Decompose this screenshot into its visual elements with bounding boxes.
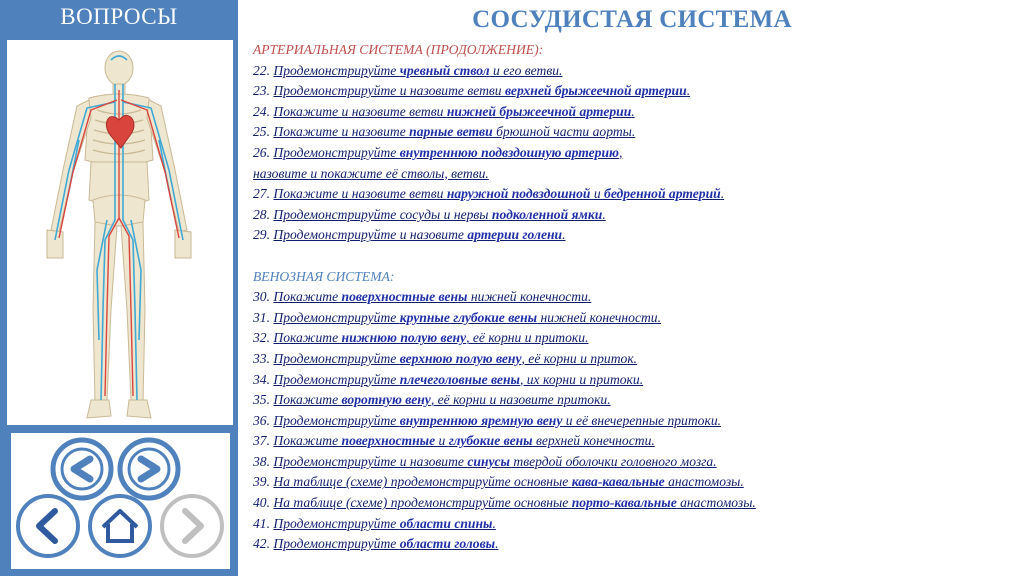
sidebar: [0, 0, 238, 576]
question-link: Продемонстрируйте области головы.: [273, 536, 499, 552]
question-link: Продемонстрируйте сосуды и нервы подколенной ямки.: [273, 206, 606, 222]
question-link: назовите и покажите её стволы, ветви.: [253, 165, 489, 181]
question-link: Покажите и назовите ветви нижней брыжеечной артерии.: [273, 103, 635, 119]
question-link: Продемонстрируйте и назовите ветви верхней брыжеечной артерии.: [273, 83, 691, 99]
navigation-panel: [11, 433, 230, 569]
sidebar-title: ВОПРОСЫ: [60, 4, 178, 29]
chevron-left-icon[interactable]: [15, 493, 81, 559]
list-item[interactable]: 24. Покажите и назовите ветви нижней брыжеечной артерии.: [253, 103, 635, 119]
list-item[interactable]: 26. Продемонстрируйте внутреннюю подвздошную артерию,: [253, 144, 623, 160]
circle-left-arrow-icon[interactable]: [50, 437, 114, 501]
list-item[interactable]: 36. Продемонстрируйте внутреннюю яремную вену и её внечерепные притоки.: [253, 412, 722, 428]
list-item[interactable]: 38. Продемонстрируйте и назовите синусы твердой оболочки головного мозга.: [253, 453, 717, 469]
list-item[interactable]: 41. Продемонстрируйте области спины.: [253, 515, 496, 531]
section-heading-venous: ВЕНОЗНАЯ СИСТЕМА:: [253, 268, 395, 284]
question-link: Продемонстрируйте верхнюю полую вену, её корни и приток.: [273, 350, 638, 366]
list-item[interactable]: 22. Продемонстрируйте чревный ствол и его ветви.: [253, 62, 563, 78]
question-link: Покажите воротную вену, её корни и назовите притоки.: [273, 392, 611, 408]
question-link: Продемонстрируйте внутреннюю подвздошную артерию,: [273, 144, 623, 160]
list-item[interactable]: 29. Продемонстрируйте и назовите артерии голени.: [253, 227, 566, 243]
question-link: Продемонстрируйте плечеголовные вены, их корни и притоки.: [273, 371, 644, 387]
human-vascular-figure: [7, 40, 233, 425]
list-item[interactable]: 30. Покажите поверхностные вены нижней конечности.: [253, 289, 592, 305]
spacer: [253, 246, 1013, 267]
list-item[interactable]: 23. Продемонстрируйте и назовите ветви верхней брыжеечной артерии.: [253, 83, 691, 99]
list-item[interactable]: 33. Продемонстрируйте верхнюю полую вену, её корни и приток.: [253, 350, 638, 366]
question-link: Продемонстрируйте и назовите синусы твердой оболочки головного мозга.: [273, 453, 717, 469]
home-icon[interactable]: [87, 493, 153, 559]
list-item[interactable]: 27. Покажите и назовите ветви наружной подвздошной и бедренной артерий.: [253, 186, 725, 202]
list-item[interactable]: 42. Продемонстрируйте области головы.: [253, 536, 499, 552]
list-item[interactable]: 39. На таблице (схеме) продемонстрируйте основные кава-кавальные анастомозы.: [253, 474, 744, 490]
list-item[interactable]: 31. Продемонстрируйте крупные глубокие вены нижней конечности.: [253, 309, 661, 325]
list-item[interactable]: 34. Продемонстрируйте плечеголовные вены, их корни и притоки.: [253, 371, 644, 387]
question-link: Покажите и назовите парные ветви брюшной части аорты.: [273, 124, 636, 140]
circle-right-arrow-icon[interactable]: [117, 437, 181, 501]
list-item[interactable]: 35. Покажите воротную вену, её корни и назовите притоки.: [253, 392, 611, 408]
question-link: Покажите поверхностные вены нижней конечности.: [273, 289, 592, 305]
list-item[interactable]: 25. Покажите и назовите парные ветви брюшной части аорты.: [253, 124, 636, 140]
list-item[interactable]: 28. Продемонстрируйте сосуды и нервы подколенной ямки.: [253, 206, 606, 222]
questions-list: [253, 40, 1013, 555]
list-item[interactable]: 37. Покажите поверхностные и глубокие вены верхней конечности.: [253, 433, 655, 449]
question-link: Покажите и назовите ветви наружной подвздошной и бедренной артерий.: [273, 186, 725, 202]
question-link: Покажите нижнюю полую вену, её корни и притоки.: [273, 330, 589, 346]
list-item[interactable]: 32. Покажите нижнюю полую вену, её корни и притоки.: [253, 330, 589, 346]
question-link: Продемонстрируйте области спины.: [273, 515, 496, 531]
question-link: Продемонстрируйте чревный ствол и его ветви.: [273, 62, 563, 78]
question-link: Продемонстрируйте внутреннюю яремную вену и её внечерепные притоки.: [273, 412, 722, 428]
question-link: На таблице (схеме) продемонстрируйте основные порто-кавальные анастомозы.: [273, 495, 756, 511]
section-heading-arterial: АРТЕРИАЛЬНАЯ СИСТЕМА (ПРОДОЛЖЕНИЕ):: [253, 42, 544, 57]
question-link: Продемонстрируйте крупные глубокие вены нижней конечности.: [273, 309, 661, 325]
list-item-continuation[interactable]: [253, 164, 1013, 185]
page-title: СОСУДИСТАЯ СИСТЕМА: [472, 6, 792, 33]
vascular-system-illustration: [7, 40, 233, 425]
question-link: Продемонстрируйте и назовите артерии голени.: [273, 227, 566, 243]
question-link: На таблице (схеме) продемонстрируйте основные кава-кавальные анастомозы.: [273, 474, 744, 490]
chevron-right-icon[interactable]: [159, 493, 225, 559]
question-link: Покажите поверхностные и глубокие вены верхней конечности.: [273, 433, 655, 449]
list-item[interactable]: 40. На таблице (схеме) продемонстрируйте основные порто-кавальные анастомозы.: [253, 495, 756, 511]
